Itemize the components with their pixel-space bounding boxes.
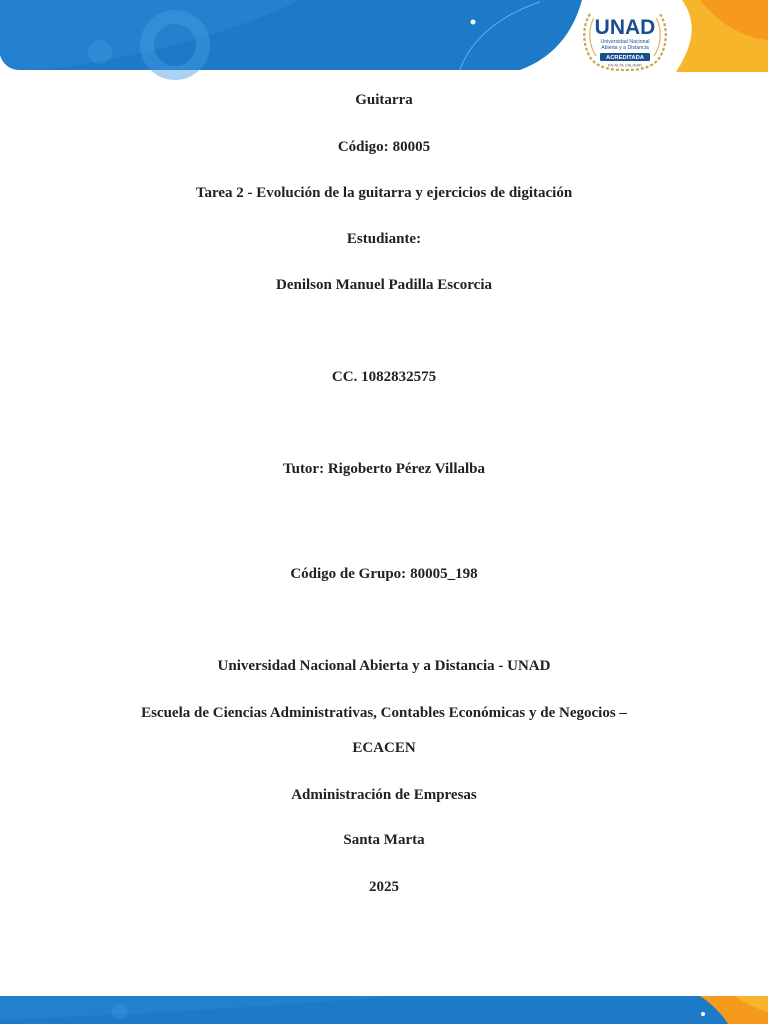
group-code (0, 564, 768, 584)
university-name: Universidad Nacional Abierta y a Distancia - UNAD (217, 658, 551, 674)
course-code-value: 80005 (392, 139, 431, 155)
footer-banner (0, 994, 768, 1024)
student-label: Estudiante: (346, 231, 422, 247)
group-code-value: 80005_198 (410, 566, 478, 582)
program-name: Administración de Empresas (291, 787, 477, 803)
group-code-label: Código de Grupo: (290, 566, 407, 582)
student-id: CC. 1082832575 (331, 369, 437, 385)
logo-badge-sub: EN ALTA CALIDAD (607, 62, 643, 68)
tutor-name: Tutor: Rigoberto Pérez Villalba (282, 461, 486, 477)
logo-line1: Universidad Nacional (600, 39, 650, 45)
course-code (0, 137, 768, 157)
course-code-label: Código: (337, 139, 389, 155)
school-name-line2: ECACEN (352, 740, 416, 756)
course-title: Guitarra (355, 92, 413, 108)
student-name: Denilson Manuel Padilla Escorcia (276, 277, 492, 293)
logo-brand: UNAD (594, 16, 656, 39)
logo-line2: Abierta y a Distancia (601, 45, 649, 51)
city-name: Santa Marta (343, 832, 425, 848)
unad-logo (580, 6, 670, 72)
logo-badge: ACREDITADA (606, 55, 644, 62)
year: 2025 (369, 879, 399, 895)
school-name-line1: Escuela de Ciencias Administrativas, Contables Económicas y de Negocios – (141, 705, 627, 721)
assignment-title: Tarea 2 - Evolución de la guitarra y ejercicios de digitación (195, 185, 573, 201)
